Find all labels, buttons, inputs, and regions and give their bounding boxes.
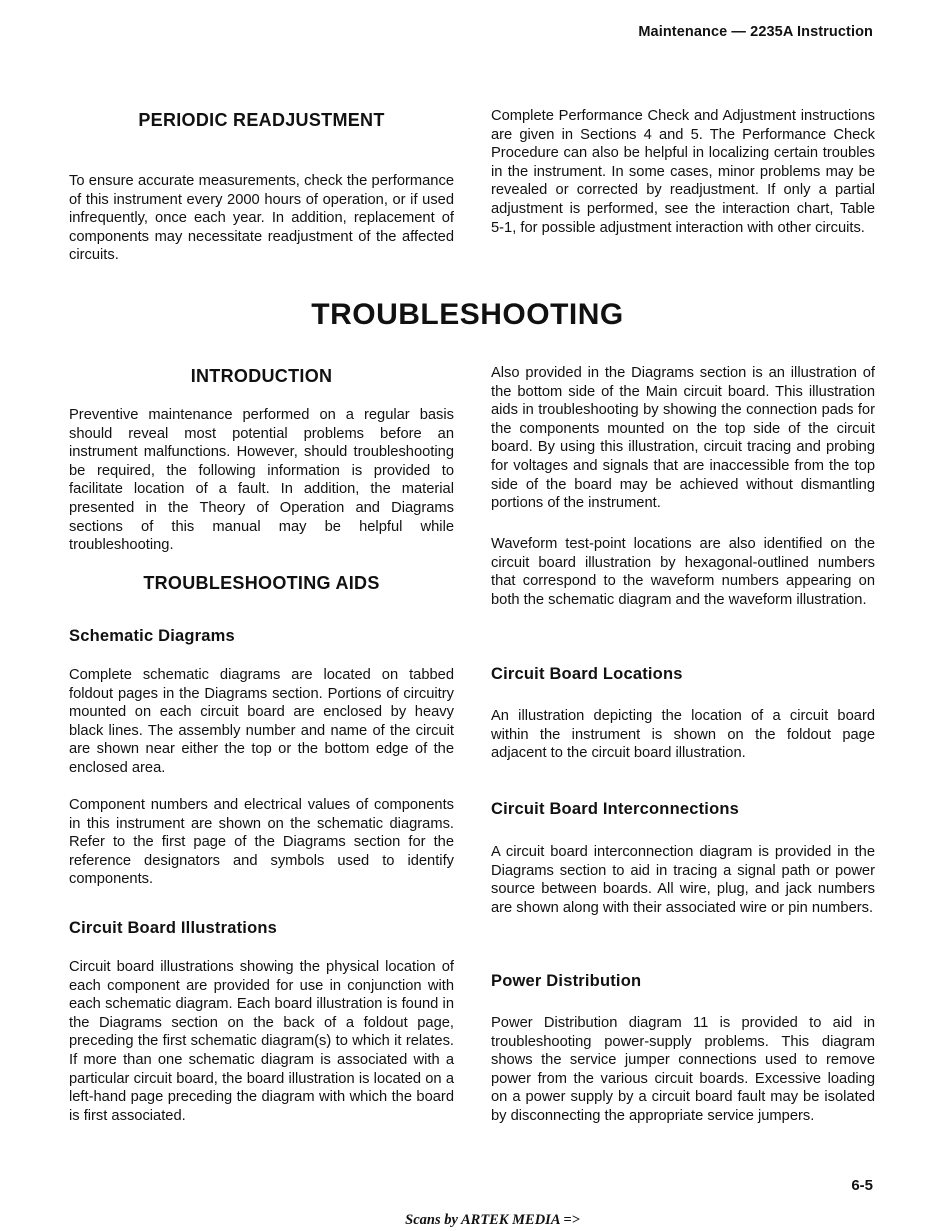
circuit-board-illustrations-heading: Circuit Board Illustrations [69, 919, 278, 937]
scan-credit: Scans by ARTEK MEDIA => [405, 1212, 580, 1228]
power-distribution-paragraph: Power Distribution diagram 11 is provided to aid in troubleshooting power‑supply problems. This diagram shows the service jumper connections used to remove power from the various circuit boards. Excessive loading on a power supply by a circuit board fault may be isolated by disconnecting the appropriate service jumpers. [491, 1015, 875, 1124]
schematic-diagrams-paragraph-2: Component numbers and electrical values of components in this instrument are shown on the schematic diagrams. Refer to the first page of the Diagrams section for the reference designators and symbols used to identify components. [69, 797, 454, 888]
power-distribution-heading: Power Distribution [491, 972, 642, 990]
introduction-paragraph: Preventive maintenance performed on a regular basis should reveal most potential problems before an instrument malfunctions. However, should troubleshooting be required, the following information is provided to facilitate location of a fault. In addition, the material presented in the Theory of Operation and Diagrams sections of this manual may be helpful while troubleshooting. [69, 407, 454, 554]
periodic-readjustment-heading: PERIODIC READJUSTMENT [138, 110, 385, 130]
circuit-board-interconnections-heading: Circuit Board Interconnections [491, 800, 740, 818]
periodic-readjustment-paragraph-left: To ensure accurate measurements, check the performance of this instrument every 2000 hours of operation, or if used infrequently, once each year. In addition, replacement of components may necessitate readjustment of the affected circuits. [69, 173, 454, 264]
page-number: 6‑5 [851, 1177, 873, 1194]
troubleshooting-heading: TROUBLESHOOTING [311, 298, 624, 331]
circuit-board-illustrations-paragraph-2: Also provided in the Diagrams section is an illustration of the bottom side of the Main circuit board. This illustration aids in troubleshooting by showing the connection pads for the components mounted on the top side of the circuit board. By using this illustration, circuit tracing and probing for voltages and signals that are inaccessible from the top side of the board may be achieved without dismantling portions of the instrument. [491, 365, 875, 512]
troubleshooting-aids-heading: TROUBLESHOOTING AIDS [143, 573, 380, 593]
circuit-board-illustrations-paragraph-3: Waveform test‑point locations are also identified on the circuit board illustration by hexagonal‑outlined numbers that correspond to the waveform numbers appearing on both the schematic diagram and the waveform illustration. [491, 536, 875, 608]
schematic-diagrams-heading: Schematic Diagrams [69, 627, 235, 645]
schematic-diagrams-paragraph-1: Complete schematic diagrams are located on tabbed foldout pages in the Diagrams section. Portions of circuitry mounted on each circuit board are enclosed by heavy black lines. The assembly number and name of the circuit are shown near either the top or the bottom edge of the enclosed area. [69, 667, 454, 776]
periodic-readjustment-paragraph-right: Complete Performance Check and Adjustment instructions are given in Sections 4 and 5. The Performance Check Procedure can also be helpful in localizing certain troubles in the instrument. In some cases, minor problems may be revealed or corrected by readjustment. If only a partial adjustment is performed, see the interaction chart, Table 5‑1, for possible adjustment interaction with other circuits. [491, 108, 875, 236]
circuit-board-locations-heading: Circuit Board Locations [491, 665, 683, 683]
running-head: Maintenance — 2235A Instruction [638, 24, 873, 40]
circuit-board-illustrations-paragraph-1: Circuit board illustrations showing the physical location of each component are provided for use in conjunction with each schematic diagram. Each board illustration is found in the Diagrams section on the back of a foldout page, preceding the first schematic diagram(s) to which it relates. If more than one schematic diagram is associated with a particular circuit board, the board illustration is located on a left‑hand page preceding the diagram with which the board is first associated. [69, 959, 454, 1124]
introduction-heading: INTRODUCTION [190, 366, 333, 386]
circuit-board-interconnections-paragraph: A circuit board interconnection diagram is provided in the Diagrams section to aid in tracing a signal path or power source between boards. All wire, plug, and jack numbers are shown along with their associated wire or pin numbers. [491, 844, 875, 916]
circuit-board-locations-paragraph: An illustration depicting the location of a circuit board within the instrument is shown on the foldout page adjacent to the circuit board illustration. [491, 708, 875, 762]
